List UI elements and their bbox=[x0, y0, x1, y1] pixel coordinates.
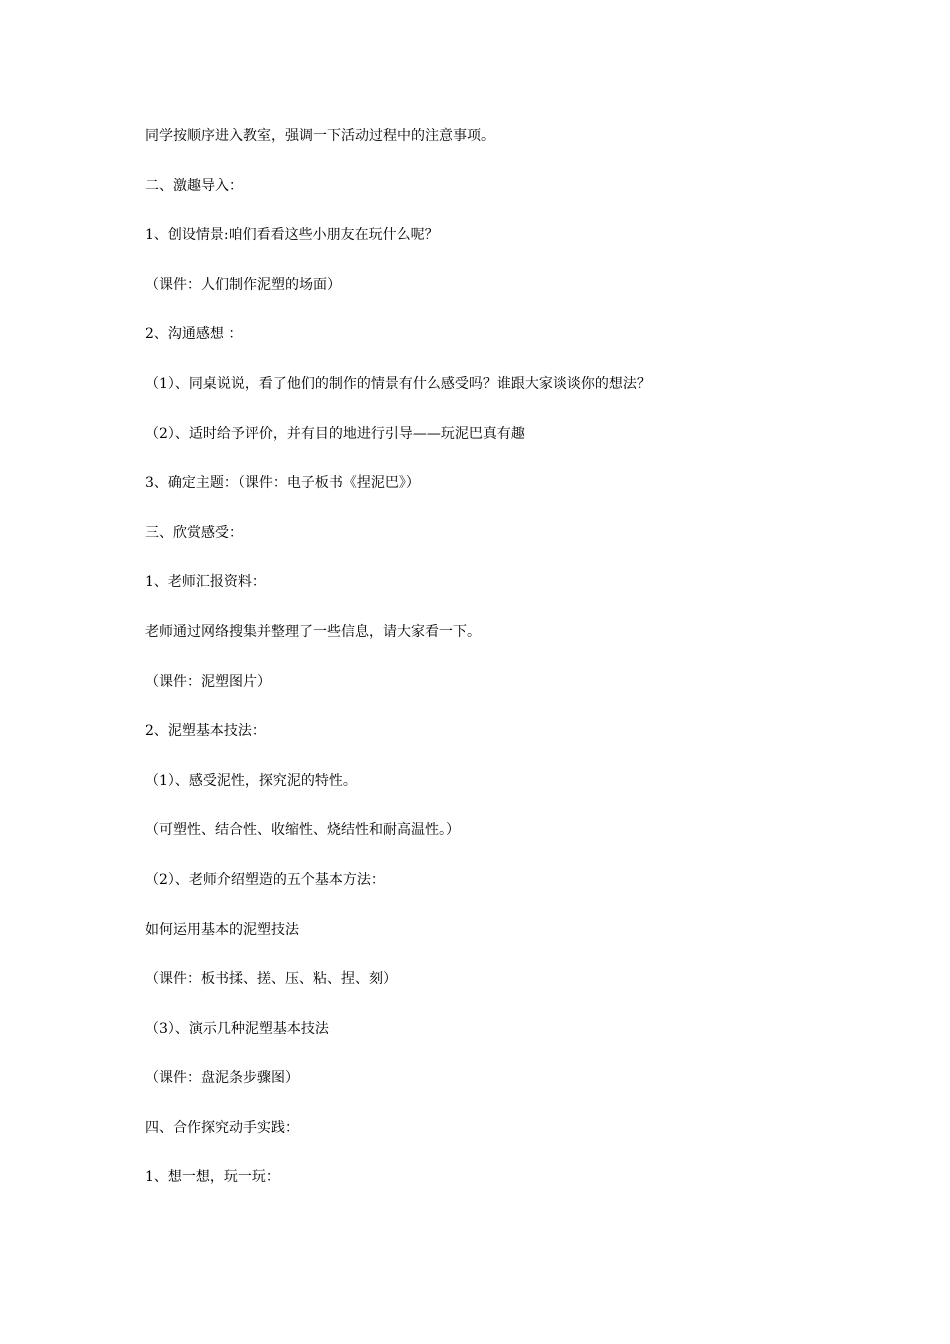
text-line: 1、老师汇报资料： bbox=[145, 574, 266, 591]
text-line: （课件：板书揉、搓、压、粘、捏、刻） bbox=[145, 971, 397, 988]
section-heading: 二、激趣导入： bbox=[145, 177, 243, 194]
text-line: 老师通过网络搜集并整理了一些信息，请大家看一下。 bbox=[145, 623, 481, 640]
text-line: （课件：盘泥条步骤图） bbox=[145, 1070, 299, 1087]
text-line: 同学按顺序进入教室，强调一下活动过程中的注意事项。 bbox=[145, 128, 495, 144]
section-heading: 四、合作探究动手实践： bbox=[145, 1119, 299, 1136]
text-line: （1）、感受泥性，探究泥的特性。 bbox=[145, 772, 357, 789]
text-line: （课件：泥塑图片） bbox=[145, 673, 271, 690]
text-line: （1）、同桌说说，看了他们的制作的情景有什么感受吗？谁跟大家谈谈你的想法？ bbox=[145, 375, 651, 392]
text-line: 3、确定主题：（课件：电子板书《捏泥巴》） bbox=[145, 475, 420, 492]
text-line: （3）、演示几种泥塑基本技法 bbox=[145, 1020, 329, 1037]
document-body bbox=[145, 126, 825, 1217]
text-line: 2、泥塑基本技法： bbox=[145, 723, 266, 740]
text-line: 1、想一想，玩一玩： bbox=[145, 1169, 280, 1186]
text-line: （2）、适时给予评价，并有目的地进行引导——玩泥巴真有趣 bbox=[145, 425, 525, 442]
text-line: 如何运用基本的泥塑技法 bbox=[145, 921, 299, 938]
section-heading: 三、欣赏感受： bbox=[145, 524, 243, 541]
text-line: （2）、老师介绍塑造的五个基本方法： bbox=[145, 871, 385, 888]
text-line: 2、沟通感想 ： bbox=[145, 326, 243, 343]
text-line: 1、创设情景:咱们看看这些小朋友在玩什么呢？ bbox=[145, 227, 439, 244]
text-line: （课件：人们制作泥塑的场面） bbox=[145, 276, 341, 293]
text-line: （可塑性、结合性、收缩性、烧结性和耐高温性。） bbox=[145, 822, 460, 839]
